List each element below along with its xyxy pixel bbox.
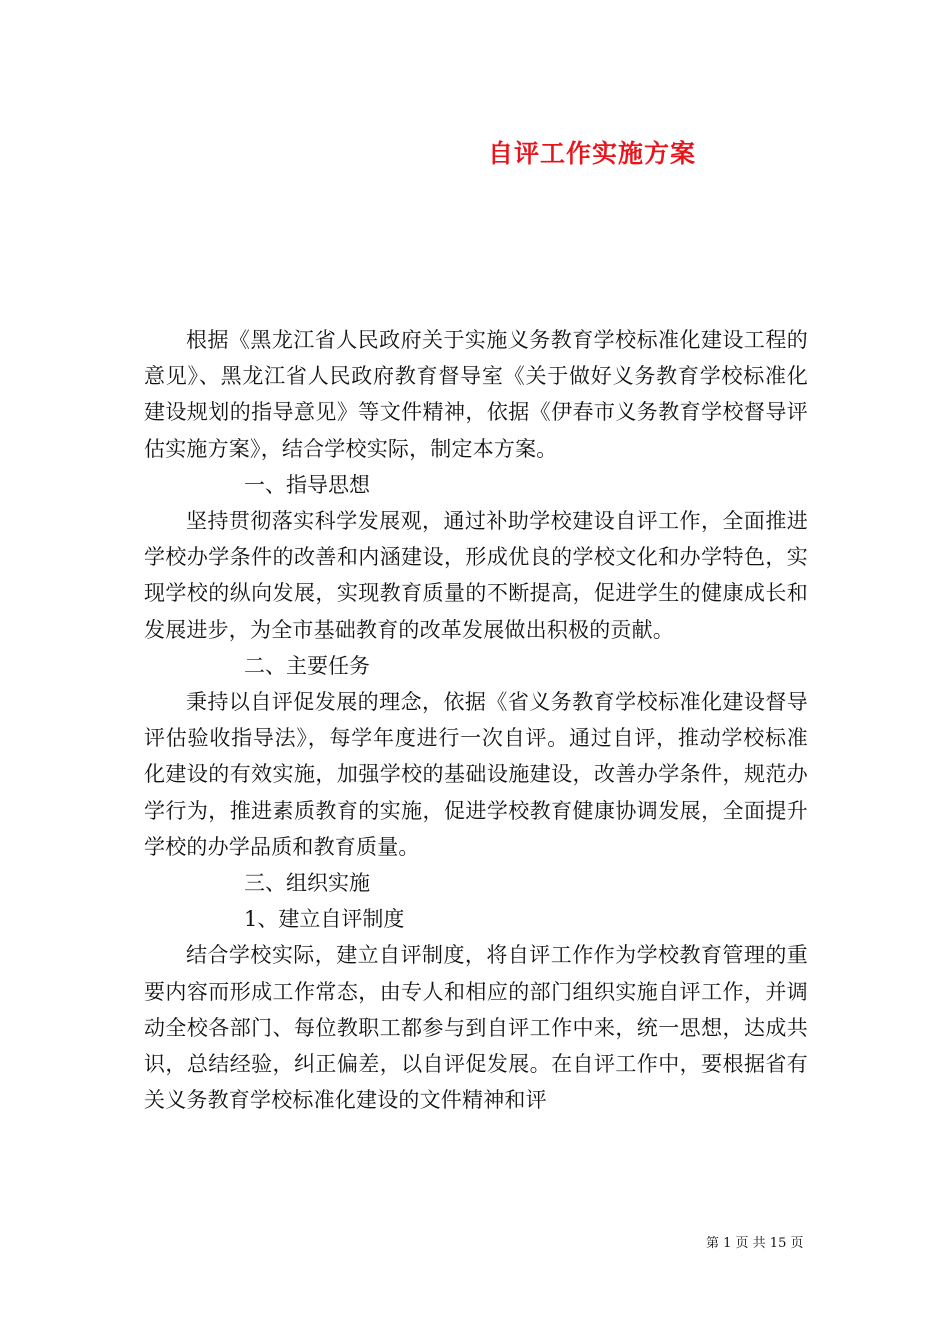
document-body (144, 322, 808, 1118)
section-heading-guiding-ideology: 一、指导思想 (244, 472, 370, 497)
section-heading-main-tasks: 二、主要任务 (244, 653, 370, 678)
paragraph-intro: 根据《黑龙江省人民政府关于实施义务教育学校标准化建设工程的意见》、黑龙江省人民政府教育督导室《关于做好义务教育学校标准化建设规划的指导意见》等文件精神，依据《伊春市义务教育学校督导评估实施方案》，结合学校实际，制定本方案。 (144, 328, 808, 461)
paragraph-self-evaluation-system: 结合学校实际，建立自评制度，将自评工作作为学校教育管理的重要内容而形成工作常态，由专人和相应的部门组织实施自评工作，并调动全校各部门、每位教职工都参与到自评工作中来，统一思想，达成共识，总结经验，纠正偏差，以自评促发展。在自评工作中，要根据省有关义务教育学校标准化建设的文件精神和评 (144, 943, 808, 1113)
subsection-heading-self-evaluation-system: 1、建立自评制度 (244, 907, 405, 932)
section-heading-organization: 三、组织实施 (244, 871, 370, 896)
paragraph-main-tasks: 秉持以自评促发展的理念，依据《省义务教育学校标准化建设督导评估验收指导法》，每学年度进行一次自评。通过自评，推动学校标准化建设的有效实施，加强学校的基础设施建设，改善办学条件，规范办学行为，推进素质教育的实施，促进学校教育健康协调发展，全面提升学校的办学品质和教育质量。 (144, 690, 808, 859)
document-title: 自评工作实施方案 (488, 139, 697, 168)
paragraph-guiding-ideology: 坚持贯彻落实科学发展观，通过补助学校建设自评工作，全面推进学校办学条件的改善和内涵建设，形成优良的学校文化和办学特色，实现学校的纵向发展，实现教育质量的不断提高，促进学生的健康成长和发展进步，为全市基础教育的改革发展做出积极的贡献。 (144, 509, 808, 642)
page-number: 第 1 页 共 15 页 (706, 1236, 804, 1251)
